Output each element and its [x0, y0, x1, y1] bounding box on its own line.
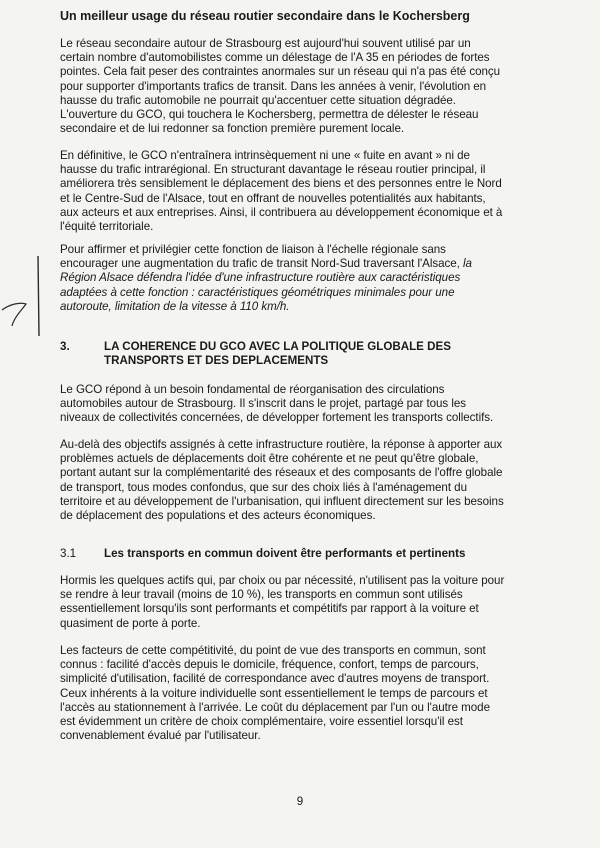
text-line: l'accès au stationnement à l'arrivée. Le coût du déplacement par l'un ou l'autre mode [60, 700, 490, 714]
text-line: simplicité d'utilisation, facilité de correspondance avec d'autres moyens de transport. [60, 672, 490, 686]
text-line: hausse du trafic automobile ne pourrait qu'accentuer cette situation dégradée. [60, 93, 456, 107]
italic-segment: la [462, 257, 472, 271]
text-line: niveaux de collectivités concernées, de développer fortement les transports collectifs. [60, 411, 494, 425]
paragraph-secondary-network [60, 37, 526, 136]
text-line: de déplacement des populations et des acteurs économiques. [60, 509, 376, 523]
text-line: secondaire et de lui redonner sa fonction première purement locale. [60, 122, 405, 136]
paragraph-conclusion [60, 149, 526, 234]
text-line: Au-delà des objectifs assignés à cette infrastructure routière, la réponse à apporter aux [60, 438, 503, 451]
page-number: 9 [296, 795, 304, 808]
section-3-title [60, 340, 530, 370]
section-heading: Un meilleur usage du réseau routier secondaire dans le Kochersberg [60, 9, 470, 23]
title-line: TRANSPORTS ET DES DEPLACEMENTS [104, 354, 329, 368]
text-line: se rendre à leur travail (moins de 10 %), les transports en commun sont utilisés [60, 588, 463, 602]
text-segment: encourager une augmentation du trafic de transit Nord-Sud traversant l'Alsace, [60, 257, 463, 271]
text-line: Le réseau secondaire autour de Strasbourg est aujourd'hui souvent utilisé par un [60, 37, 471, 50]
text-line: connus : facilité d'accès depuis le domicile, fréquence, confort, temps de parcours, [60, 658, 479, 672]
text-line: pour supporter d'importants trafics de transit. Dans les années à venir, l'évolution en [60, 79, 487, 93]
text-line: de transport, tous modes confondus, que sur des choix liés à l'aménagement du [60, 480, 467, 494]
paragraph-competitiveness [60, 644, 526, 743]
text-line: Ceux inhérents à la voiture individuelle sont essentiellement le temps de parcours et [60, 686, 488, 700]
text-line: et le Centre-Sud de l'Alsace, tout en offrant de nouvelles potentialités aux habitants, [60, 191, 486, 205]
paragraph-gco-need [60, 383, 526, 426]
subsection-number: 3.1 [60, 547, 77, 560]
text-line: Hormis les quelques actifs qui, par choix ou par nécessité, n'utilisent pas la voiture pour [60, 574, 505, 587]
text-line: Pour affirmer et privilégier cette fonction de liaison à l'échelle régionale sans [60, 243, 446, 256]
title-line: LA COHERENCE DU GCO AVEC LA POLITIQUE GLOBALE DES [104, 340, 451, 353]
paragraph-public-transport-use [60, 574, 526, 631]
paragraph-regional-link [60, 243, 526, 314]
text-line: quasiment de porte à porte. [60, 616, 201, 630]
section-number: 3. [60, 340, 70, 353]
text-line: est évidemment un critère de choix complémentaire, voire essentiel lorsqu'il est [60, 715, 463, 729]
text-line: hausse du trafic intrarégional. En structurant davantage le réseau routier principal, il [60, 163, 486, 177]
text-line: pointes. Cela fait peser des contraintes anormales sur un réseau qui n'a pas été conçu [60, 65, 501, 79]
text-line: portant autant sur la complémentarité des réseaux et des composants de l'offre globale [60, 466, 503, 480]
text-line: Les facteurs de cette compétitivité, du point de vue des transports en commun, sont [60, 644, 486, 657]
section-3-1-title [60, 547, 530, 562]
text-line: automobiles autour de Strasbourg. Il s'inscrit dans le projet, partagé par tous les [60, 397, 467, 411]
text-line: territoire et au développement de l'urbanisation, qui influent directement sur les besoins [60, 494, 504, 508]
text-line: Le GCO répond à un besoin fondamental de réorganisation des circulations [60, 383, 445, 396]
text-line: convenablement évalué par l'utilisateur. [60, 729, 261, 743]
italic-line: autoroute, limitation de la vitesse à 110 km/h. [60, 299, 290, 313]
text-line: problèmes actuels de déplacements doit être cohérente et ne peut qu'être globale, [60, 452, 479, 466]
handwritten-margin-mark [0, 250, 46, 340]
text-line: En définitive, le GCO n'entraînera intrinsèquement ni une « fuite en avant » ni de [60, 149, 470, 162]
subsection-title-text: Les transports en commun doivent être performants et pertinents [104, 547, 466, 560]
italic-line: Région Alsace défendra l'idée d'une infrastructure routière aux caractéristiques [60, 271, 461, 285]
italic-line: adaptées à cette fonction : caractéristiques géométriques minimales pour une [60, 285, 455, 299]
text-line: essentiellement lorsqu'ils sont performants et compétitifs par rapport à la voiture et [60, 602, 479, 616]
text-line: aux acteurs et aux entreprises. Ainsi, il contribuera au développement économique et à [60, 205, 503, 219]
paragraph-global-response [60, 438, 526, 523]
text-line: certain nombre d'automobilistes comme un délestage de l'A 35 en périodes de fortes [60, 51, 490, 65]
text-line: l'équité territoriale. [60, 220, 154, 234]
text-line: L'ouverture du GCO, qui touchera le Kochersberg, permettra de délester le réseau [60, 108, 479, 122]
text-line: améliorera très sensiblement le déplacement des biens et des personnes entre le Nord [60, 177, 502, 191]
text-line [60, 257, 526, 271]
section-title-text [104, 340, 530, 368]
